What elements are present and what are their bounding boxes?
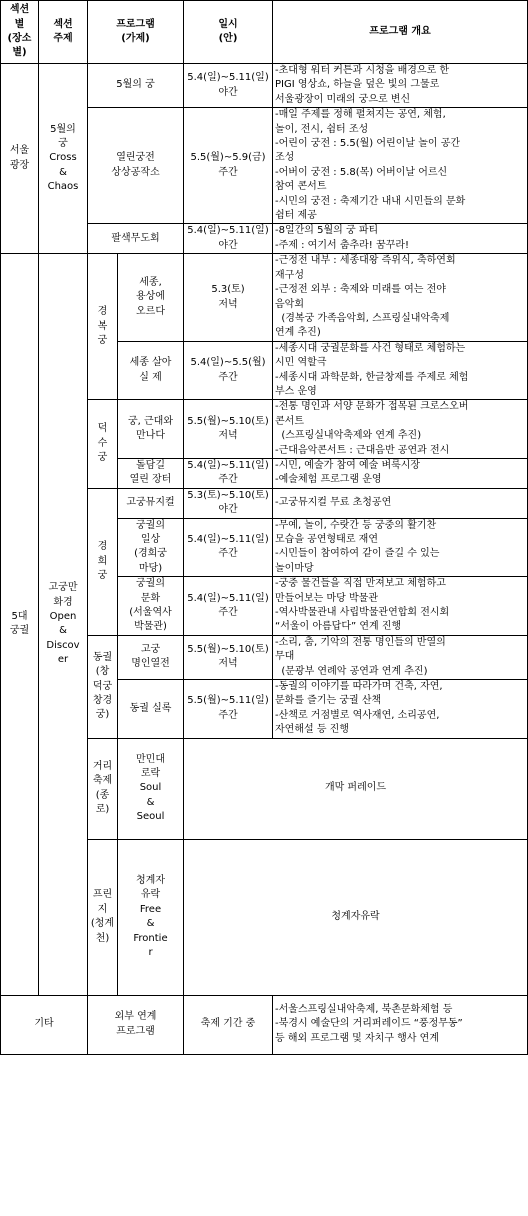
- program-overview: [273, 224, 528, 254]
- overview-line: (문광부 연례악 공연과 연계 추진): [275, 665, 428, 677]
- section-place-plaza: 서울 광장: [1, 64, 39, 254]
- overview-line: 쉼터 제공: [275, 210, 317, 222]
- overview-line: 모습을 공연형태로 재연: [275, 534, 378, 545]
- table-row: [1, 254, 528, 341]
- program-date: 5.4(일)~5.11(일) 야간: [184, 224, 273, 254]
- program-name: 동궐 실록: [118, 680, 184, 739]
- overview-line: “서울이 아름답다” 연계 진행: [275, 621, 402, 633]
- program-date: 축제 기간 중: [184, 995, 273, 1054]
- program-overview: [273, 518, 528, 577]
- program-overview: [273, 108, 528, 224]
- program-name: 고궁뮤지컬: [118, 488, 184, 518]
- program-name: 외부 연계 프로그램: [88, 995, 184, 1054]
- overview-line: -무예, 놀이, 수랏간 등 궁중의 활기찬: [275, 519, 437, 531]
- overview-line: -시민의 궁전 : 축제기간 내내 시민들의 문화: [275, 195, 466, 207]
- program-date: 5.4(일)~5.11(일) 주간: [184, 518, 273, 577]
- overview-line: -세종시대 궁궐문화를 사건 형태로 체험하는: [275, 342, 466, 354]
- program-date: 5.4(일)~5.11(일) 주간: [184, 577, 273, 636]
- overview-line: -역사박물관내 사립박물관연합회 전시회: [275, 607, 450, 619]
- overview-line: 콘서트: [275, 415, 304, 427]
- palace-group-deoksugung: 덕 수 궁: [88, 400, 118, 488]
- overview-line: (경복궁 가족음악회, 스프링실내악축제: [275, 312, 450, 324]
- program-date: 5.4(일)~5.5(월) 주간: [184, 341, 273, 400]
- program-name: 세종, 용상에 오르다: [118, 254, 184, 341]
- program-overview: [273, 400, 528, 459]
- section-theme-fringe: 청계자 유락 Free & Frontie r: [118, 839, 184, 995]
- program-name: 궁궐의 문화 (서울역사 박물관): [118, 577, 184, 636]
- program-overview: [273, 458, 528, 488]
- program-name: 고궁 명인열전: [118, 635, 184, 679]
- overview-line: 자연해설 등 진행: [275, 724, 349, 736]
- program-date: 5.5(월)~5.11(일) 주간: [184, 680, 273, 739]
- program-name: 세종 살아 실 제: [118, 341, 184, 400]
- overview-line: -북경시 예술단의 거리퍼레이드 “풍정무동”: [275, 1018, 463, 1030]
- program-name: 팔색무도회: [88, 224, 184, 254]
- program-name: 청계자유락: [184, 839, 528, 995]
- section-theme-street: 만민대 로락 Soul & Seoul: [118, 738, 184, 839]
- overview-line: 부스 운영: [275, 385, 317, 397]
- overview-line: 만들어보는 마당 박물관: [275, 592, 378, 604]
- section-place-street: 거리 축제 (종로): [88, 738, 118, 839]
- overview-line: -시민, 예술가 참여 예술 벼룩시장: [275, 459, 421, 471]
- overview-line: -전통 명인과 서양 문화가 접목된 크로스오버: [275, 401, 469, 413]
- overview-line: -매일 주제를 정해 펼쳐지는 공연, 체험,: [275, 109, 446, 121]
- overview-line: 등 해외 프로그램 및 자치구 행사 연계: [275, 1032, 439, 1044]
- overview-line: -8일간의 5월의 궁 파티: [275, 225, 379, 237]
- overview-line: -서울스프링실내악축제, 북촌문화체험 등: [275, 1004, 453, 1016]
- section-theme-plaza: 5월의 궁 Cross & Chaos: [39, 64, 88, 254]
- overview-line: -예술체험 프로그램 운영: [275, 474, 382, 486]
- header-program: 프로그램 (가제): [88, 1, 184, 64]
- overview-line: -고궁뮤지컬 무료 초청공연: [275, 496, 392, 508]
- table-row: [1, 995, 528, 1054]
- overview-line: -소리, 춤, 기악의 전통 명인들의 반열의: [275, 636, 446, 648]
- overview-line: -궁중 물건들을 직접 만져보고 체험하고: [275, 578, 446, 590]
- program-overview: [273, 577, 528, 636]
- program-overview: [273, 488, 528, 518]
- overview-line: 조성: [275, 152, 295, 164]
- overview-line: 음악회: [275, 298, 304, 310]
- program-name: 열린궁전 상상공작소: [88, 108, 184, 224]
- overview-line: -근대음악콘서트 : 근대음반 공연과 전시: [275, 444, 450, 456]
- program-date: 5.5(월)~5.10(토) 저녁: [184, 400, 273, 459]
- header-overview: 프로그램 개요: [273, 1, 528, 64]
- overview-line: -산책로 거점별로 역사재연, 소리공연,: [275, 709, 440, 721]
- program-overview: [273, 995, 528, 1054]
- overview-line: 놀이, 전시, 쉼터 조성: [275, 123, 369, 135]
- program-date: 5.4(일)~5.11(일) 주간: [184, 458, 273, 488]
- program-overview: [273, 254, 528, 341]
- overview-line: 연계 추진): [275, 327, 321, 339]
- program-date: 5.5(월)~5.9(금) 주간: [184, 108, 273, 224]
- overview-line: 놀이마당: [275, 562, 314, 574]
- overview-line: 참여 콘서트: [275, 181, 327, 193]
- table-row: [1, 64, 528, 108]
- program-name: 궁궐의 일상 (경희궁 마당): [118, 518, 184, 577]
- program-overview: [273, 64, 528, 108]
- overview-line: -근정전 내부 : 세종대왕 즉위식, 축하연회: [275, 255, 456, 267]
- overview-line: -주제 : 여기서 춤추라! 꿈꾸라!: [275, 239, 409, 251]
- program-date: 5.5(월)~5.10(토) 저녁: [184, 635, 273, 679]
- program-date: 5.4(일)~5.11(일) 야간: [184, 64, 273, 108]
- program-overview: [273, 341, 528, 400]
- program-overview: [273, 635, 528, 679]
- section-place-etc: 기타: [1, 995, 88, 1054]
- section-place-palace: 5대 궁궐: [1, 254, 39, 995]
- overview-line: -초대형 워터 커튼과 시청을 배경으로 한: [275, 65, 450, 76]
- palace-group-donggwol: 동궐 (창 덕궁 창경 궁): [88, 635, 118, 738]
- header-section-place: 섹션 별 (장소 별): [1, 1, 39, 64]
- overview-line: -동궐의 이야기를 따라가며 건축, 자연,: [275, 681, 443, 693]
- program-date: 5.3(토)~5.10(토) 야간: [184, 488, 273, 518]
- overview-line: -어버이 궁전 : 5.8(목) 어버이날 어르신: [275, 166, 448, 178]
- overview-line: -근정전 외부 : 축제와 미래를 여는 전야: [275, 284, 446, 296]
- program-name: 개막 퍼레이드: [184, 738, 528, 839]
- program-date: 5.3(토) 저녁: [184, 254, 273, 341]
- program-name: 돌담길 열린 장터: [118, 458, 184, 488]
- table-header-row: [1, 1, 528, 64]
- program-overview: [273, 680, 528, 739]
- program-name: 5월의 궁: [88, 64, 184, 108]
- overview-line: -시민들이 참여하여 같이 즐길 수 있는: [275, 548, 440, 560]
- section-theme-palace: 고궁만 화경 Open & Discov er: [39, 254, 88, 995]
- palace-group-gyeonghuigung: 경 희 궁: [88, 488, 118, 635]
- overview-line: 문화를 즐기는 궁궐 산책: [275, 695, 382, 707]
- overview-line: 시민 역할극: [275, 357, 327, 369]
- overview-line: 서울광장이 미래의 궁으로 변신: [275, 93, 411, 105]
- program-name: 궁, 근대와 만나다: [118, 400, 184, 459]
- overview-line: PIGI 영상쇼, 하늘을 덮은 빛의 그물로: [275, 79, 440, 91]
- overview-line: -어린이 궁전 : 5.5(월) 어린이날 놀이 공간: [275, 138, 461, 150]
- overview-line: 재구성: [275, 269, 304, 281]
- header-section-theme: 섹션 주제: [39, 1, 88, 64]
- overview-line: (스프링실내악축제와 연계 추진): [275, 430, 422, 442]
- section-place-fringe: 프린 지 (청계 천): [88, 839, 118, 995]
- palace-group-gyeongbokgung: 경 복 궁: [88, 254, 118, 400]
- overview-line: 무대: [275, 651, 295, 663]
- overview-line: -세종시대 과학문화, 한글창제를 주제로 체험: [275, 371, 469, 383]
- header-schedule: 일시 (안): [184, 1, 273, 64]
